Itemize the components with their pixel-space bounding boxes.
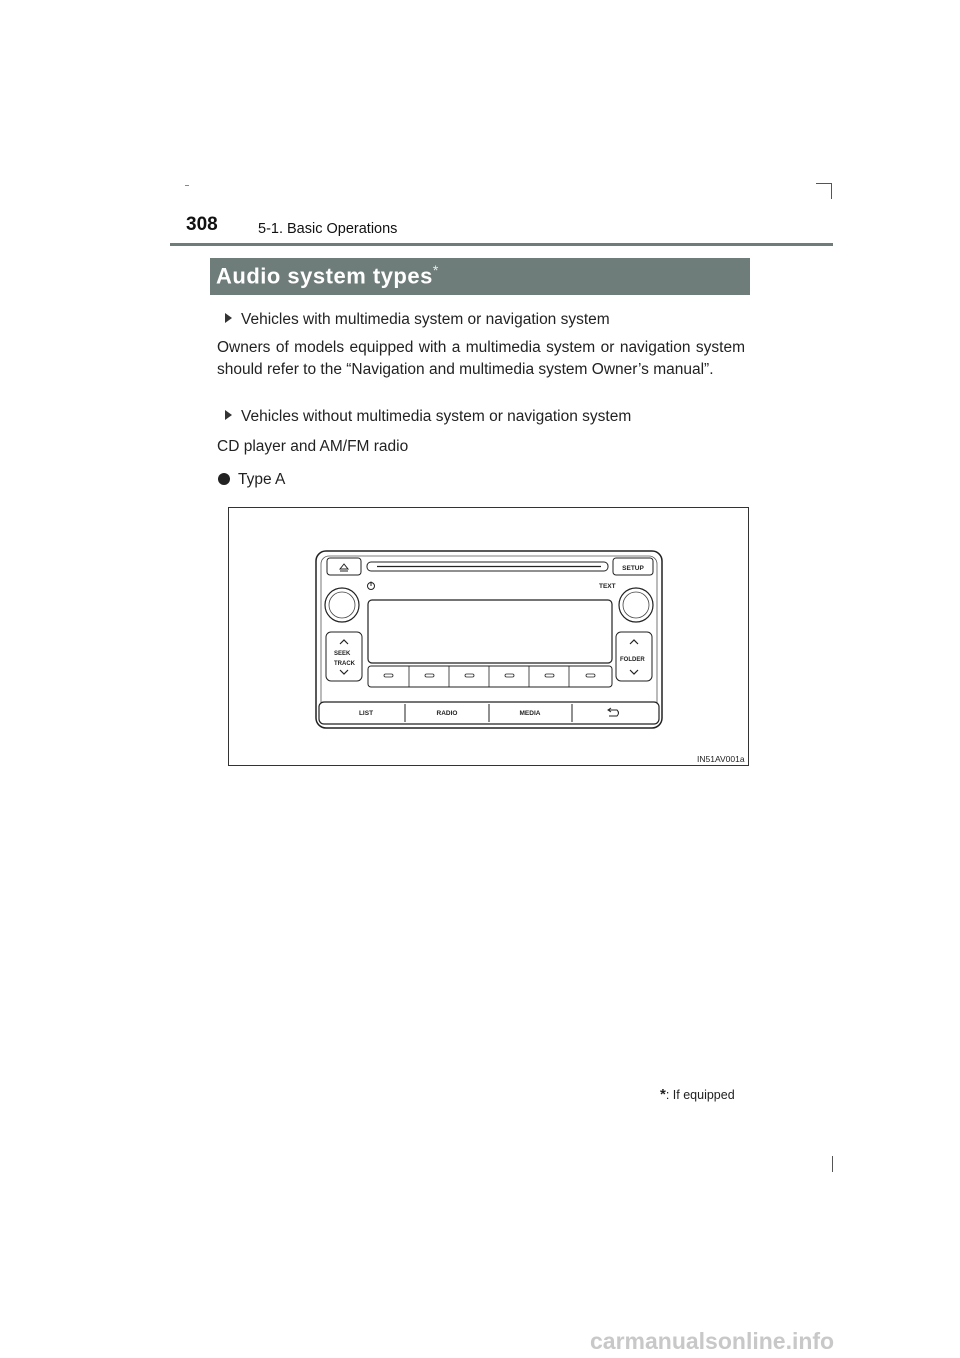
if-equipped-marker: * (432, 262, 439, 278)
paragraph-cd-player: CD player and AM/FM radio (217, 438, 409, 455)
media-button-label: MEDIA (519, 710, 541, 717)
section-title: 5-1. Basic Operations (258, 221, 398, 237)
watermark: carmanualsonline.info (590, 1328, 835, 1354)
track-label: TRACK (334, 661, 355, 667)
triangle-bullet-icon (225, 410, 232, 420)
crop-mark-dot (185, 185, 189, 186)
type-a-label (218, 471, 285, 489)
list-button-label: LIST (358, 710, 374, 717)
bullet-item-with-multimedia (225, 311, 610, 329)
crop-mark-bottom (832, 1156, 833, 1172)
page-number: 308 (186, 214, 218, 235)
folder-label: FOLDER (620, 657, 645, 663)
triangle-bullet-icon (225, 313, 232, 323)
seek-label: SEEK (334, 651, 351, 657)
header-rule (170, 243, 833, 246)
tune-knob (619, 588, 653, 622)
paragraph-owners: Owners of models equipped with a multimedia system or navigation system should refer to the “Navigation and multimedia system Owner’s manual”. (217, 339, 745, 378)
bullet-text: Vehicles with multimedia system or navigation system (241, 311, 610, 328)
footnote (660, 1086, 735, 1103)
setup-button-label: SETUP (622, 565, 644, 572)
audio-unit-illustration (229, 508, 748, 765)
crop-mark-top-h (816, 183, 832, 184)
figure-code: IN51AV001a (697, 754, 745, 764)
heading-title (216, 262, 439, 289)
bullet-text: Vehicles without multimedia system or navigation system (241, 408, 632, 425)
circle-bullet-icon (218, 473, 230, 485)
footnote-text: : If equipped (665, 1088, 735, 1102)
heading-title-text: Audio system types (216, 263, 433, 289)
volume-knob (325, 588, 359, 622)
bullet-item-without-multimedia (225, 408, 631, 426)
crop-mark-top-v (831, 183, 832, 199)
preset-buttons (368, 666, 612, 687)
radio-button-label: RADIO (436, 710, 458, 717)
type-text: Type A (238, 471, 286, 488)
text-button-label: TEXT (599, 583, 616, 590)
figure-frame (228, 507, 749, 766)
footnote-marker: * (660, 1086, 666, 1103)
display-screen (368, 600, 612, 663)
